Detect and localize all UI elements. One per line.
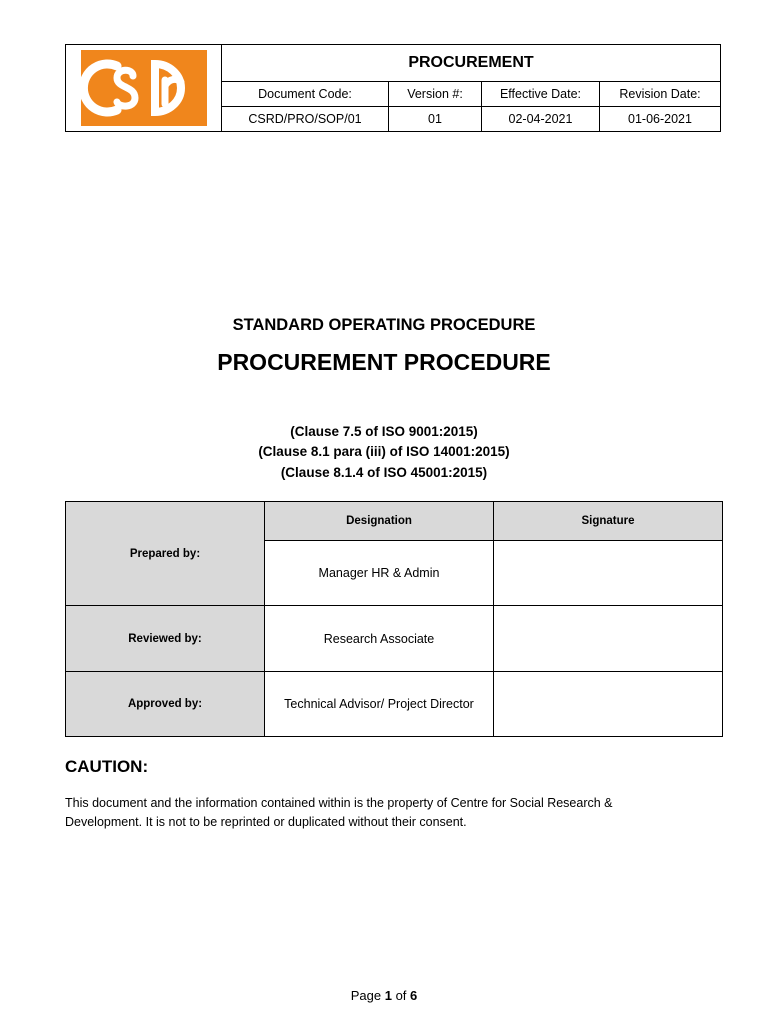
header-title: PROCUREMENT: [222, 45, 720, 82]
signature-header: Signature: [494, 502, 723, 541]
clause-iso-45001: (Clause 8.1.4 of ISO 45001:2015): [280, 465, 488, 480]
caution-title: CAUTION:: [65, 757, 149, 776]
logo-cell: [66, 45, 222, 131]
header-values-row: [222, 107, 720, 131]
designation-header: Designation: [265, 502, 494, 541]
clause-iso-14001: (Clause 8.1 para (iii) of ISO 14001:2015): [258, 444, 510, 459]
reviewed-by-designation: Research Associate: [265, 606, 494, 671]
prepared-by-designation: Manager HR & Admin: [265, 541, 494, 606]
sop-label: STANDARD OPERATING PROCEDURE: [232, 316, 536, 334]
main-title: PROCUREMENT PROCEDURE: [217, 349, 551, 375]
effective-date-label: Effective Date:: [482, 82, 600, 105]
revision-date-value: 01-06-2021: [628, 111, 692, 126]
reviewed-by-signature: [494, 606, 723, 671]
approved-by-designation: Technical Advisor/ Project Director: [265, 671, 494, 736]
approved-by-label: Approved by:: [66, 671, 265, 736]
prepared-by-signature: [494, 541, 723, 606]
header-info: [222, 45, 720, 131]
page-number: [0, 988, 768, 1003]
page-prefix: Page: [350, 988, 382, 1003]
page-current: 1: [384, 988, 392, 1003]
prepared-by-label: Prepared by:: [66, 502, 265, 606]
table-row: [66, 606, 723, 671]
reviewed-by-label: Reviewed by:: [66, 606, 265, 671]
document-code-label: Document Code:: [222, 82, 389, 105]
document-header: [65, 44, 721, 132]
header-labels-row: [222, 82, 720, 106]
approval-table: [65, 501, 723, 737]
revision-date-label: Revision Date:: [619, 86, 701, 101]
clause-iso-9001: (Clause 7.5 of ISO 9001:2015): [290, 424, 478, 439]
version-label: Version #:: [389, 82, 482, 105]
approval-header-row: [66, 502, 723, 541]
csrd-logo-icon: [81, 50, 207, 126]
document-code-value: CSRD/PRO/SOP/01: [222, 107, 389, 131]
csrd-logo: [81, 50, 207, 126]
approved-by-signature: [494, 671, 723, 736]
page-of: of: [395, 988, 407, 1003]
caution-text: This document and the information contained within is the property of Centre for Social Research & Development. It is not to be reprinted or duplicated without their consent.: [65, 796, 613, 829]
effective-date-value: 02-04-2021: [482, 107, 600, 131]
table-row: [66, 671, 723, 736]
page-total: 6: [410, 988, 418, 1003]
version-value: 01: [389, 107, 482, 131]
